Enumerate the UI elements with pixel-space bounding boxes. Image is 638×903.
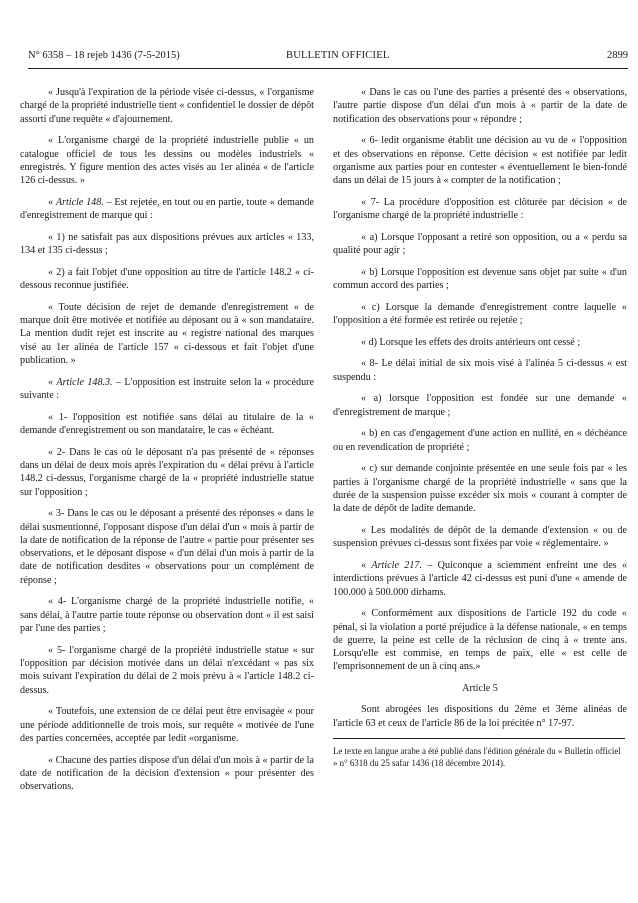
paragraph: « a) Lorsque l'opposant a retiré son opposition, ou a « perdu sa qualité pour agir ; [333,231,627,257]
paragraph: « 6- ledit organisme établit une décision au vu de « l'opposition et des observations en réponse. Cette décision « est notifiée par ledit organisme aux parties pour en contester « éventuellement le bien-fondé dans un délai de 15 jours à « compter de la notification ; [333,135,627,187]
paragraph: « 1- l'opposition est notifiée sans délai au titulaire de la « demande d'enregistrement ou son mandataire, le cas « échéant. [20,411,314,436]
paragraph: « 2) a fait l'objet d'une opposition au titre de l'article 148.2 « ci-dessous reconnue justifiée. [20,266,314,292]
paragraph: « 4- L'organisme chargé de la propriété industrielle notifie, « sans délai, à l'autre partie toute réponse ou observation dont « il est saisi par l'une des parties ; [20,596,314,634]
page-number: 2899 [607,50,628,61]
paragraph: « Dans le cas ou l'une des parties a présenté des « observations, l'autre partie dispose d'un délai d'un mois à « partir de la date de notification des observations pour « répondre ; [333,87,627,125]
journal-title: BULLETIN OFFICIEL [286,50,390,61]
paragraph [20,196,314,223]
paragraph: « Toute décision de rejet de demande d'enregistrement « de marque doit être motivée et notifiée au déposant ou à « son mandataire. La mention dudit rejet est inscrite au « registre national des marques visé au 1er alinéa de l'article 157 « ci-dessous et fait l'objet d'une publication. » [20,301,314,366]
paragraph: « Conformément aux dispositions de l'article 192 du code « pénal, si la violation a porté préjudice à la défense nationale, « en temps de guerre, la peine est celle de la réclusion de cinq à « trente ans. Lorsqu'elle est commise, en temps de paix, elle « est celle de l'emprisonnement de un à cinq ans.» [333,608,627,673]
left-column [20,86,314,802]
footnote: Le texte en langue arabe a été publié dans l'édition générale du « Bulletin officiel » n° 6318 du 25 safar 1436 (18 décembre 2014). [333,746,621,769]
issue-number: N° 6358 – 18 rejeb 1436 (7-5-2015) [28,50,180,61]
header-rule [28,68,628,69]
paragraph: « 8- Le délai initial de six mois visé à l'alinéa 5 ci-dessus « est suspendu : [333,358,627,383]
paragraph: « c) sur demande conjointe présentée en une seule fois par « les parties à l'organisme chargé de la propriété industrielle « sans que la durée de la suspension puisse excéder six mois « courant à compter de la date de dépôt de ladite demande. [333,463,627,515]
quote-mark: « [361,560,372,571]
paragraph: « c) Lorsque la demande d'enregistrement contre laquelle « l'opposition a été formée est retirée ou rejetée ; [333,301,627,327]
paragraph-text: – L'opposition est instruite selon la « procédure suivante : [20,376,314,401]
paragraph-text: – Quiconque a sciemment enfreint une des « interdictions prévues à l'article 42 ci-dessus est puni d'une « amende de 100.000 à 500.000 dirhams. [333,560,628,598]
paragraph: « 2- Dans le cas où le déposant n'a pas présenté de « réponses dans un délai de deux mois après l'expiration du « délai prévu à l'article 148.2 ci-dessus, l'organisme chargé de la « propriété industrielle statue sur l'opposition ; [20,446,314,498]
article-ref: Article 148. [55,196,104,208]
right-column [333,86,627,769]
paragraph [20,376,314,403]
paragraph: « 5- l'organisme chargé de la propriété industrielle statue « sur l'opposition par décision motivée dans un délai n'excédant « pas six mois suivant l'expiration du délai de 2 mois prévu à « l'article 148.2 ci-dessus. [20,644,314,696]
paragraph: « 7- La procédure d'opposition est clôturée par décision « de l'organisme chargé de la propriété industrielle : [333,196,627,222]
quote-mark: « [48,376,57,388]
article-5-title: Article 5 [462,683,498,695]
article-ref: Article 148.3. [56,376,113,388]
paragraph: « 3- Dans le cas ou le déposant a présenté des réponses « dans le délai susmentionné, l'opposant dispose d'un délai d'un « mois à partir de la date de notification de la réponse de l'autre « partie pour présenter ses observations, et le déposant dispose « d'un délai d'un mois à partir de la date de notification desdites « observations pour un complément de réponse ; [20,508,314,586]
paragraph: « Toutefois, une extension de ce délai peut être envisagée « pour une période additionnelle de trois mois, sur requête « motivée de l'une des parties concernées, acceptée par ledit «organisme. [20,706,314,744]
paragraph: « a) lorsque l'opposition est fondée sur une demande « d'enregistrement de marque ; [333,393,627,418]
paragraph: « Les modalités de dépôt de la demande d'extension « ou de suspension prévues ci-dessus sont fixées par voie « réglementaire. » [333,525,627,550]
paragraph: « Chacune des parties dispose d'un délai d'un mois à « partir de la date de notification de la décision d'extension « pour présenter des observations. [20,754,314,793]
article-ref: Article 217. [371,560,422,571]
paragraph: « L'organisme chargé de la propriété industrielle publie « un catalogue officiel de tous les dessins ou modèles industriels « enregistrés. Y figure mention des actes visés au 1er alinéa « de l'article 126 ci-dessus. » [20,135,314,187]
paragraph: « b) Lorsque l'opposition est devenue sans objet par suite « d'un commun accord des parties ; [333,266,627,292]
paragraph: « d) Lorsque les effets des droits antérieurs ont cessé ; [361,336,581,348]
footnote-rule [333,738,625,739]
paragraph: « b) en cas d'engagement d'une action en nullité, en « déchéance ou en revendication de propriété ; [333,428,627,453]
paragraph-text: – Est rejetée, en tout ou en partie, toute « demande d'enregistrement de marque qui : [20,196,314,222]
paragraph [333,559,627,599]
paragraph: « 1) ne satisfait pas aux dispositions prévues aux articles « 133, 134 et 135 ci-dessus ; [20,231,314,257]
page-header [28,50,628,66]
quote-mark: « [48,196,56,208]
article-5-text: Sont abrogées les dispositions du 2ème et 3ème alinéas de l'article 63 et ceux de l'article 86 de la loi précitée n° 17-97. [333,704,627,729]
paragraph: « Jusqu'à l'expiration de la période visée ci-dessus, « l'organisme chargé de la propriété industrielle tient « confidentiel le dossier de dépôt assorti d'une requête « d'ajournement. [20,87,314,125]
